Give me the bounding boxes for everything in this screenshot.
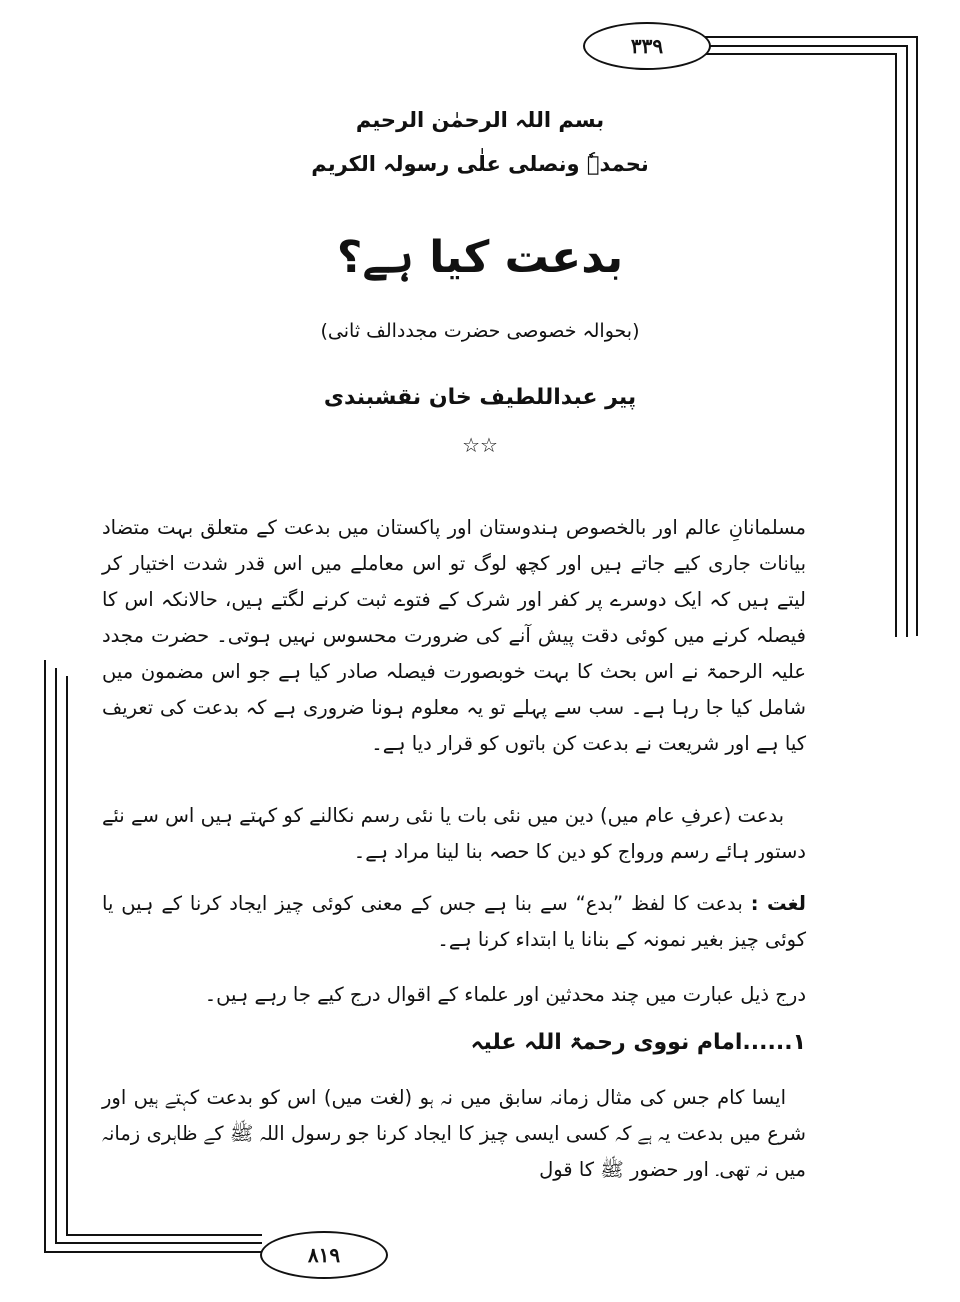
author-name: پیر عبداللطیف خان نقشبندی xyxy=(323,385,637,410)
paragraph-quotes-intro: درج ذیل عبارت میں چند محدثین اور علماء کے اقوال درج کیے جا رہے ہیں۔ xyxy=(204,983,806,1006)
hamd-line: نحمدہٗ ونصلی علٰی رسولہ الکریم xyxy=(311,152,649,176)
paragraph-definition: بدعت (عرفِ عام میں) دین میں نئی بات یا نئی رسم نکالنے کو کہتے ہیں اس سے نئے دستور ہائے رسم ورواج کو دین کا حصہ بنا لینا مراد ہے۔ xyxy=(102,804,806,863)
lughat-text: بدعت کا لفظ ”بدع“ سے بنا ہے جس کے معنی کوئی چیز ایجاد کرنا کے ہیں یا کوئی چیز بغیر نمونہ کے بنانا یا ابتداء کرنا ہے۔ xyxy=(102,892,806,951)
paragraph-imam-nawawi: ایسا کام جس کی مثال زمانہ سابق میں نہ ہو (لغت میں) اس کو بدعت کہتے ہیں اور شرع میں بدعت یہ ہے کہ کسی ایسی چیز کا ایجاد کرنا جو رسول اللہ ﷺ کے ظاہری زمانہ میں نہ تھی۔ اور حضور ﷺ کا قول xyxy=(102,1086,806,1181)
subtitle: (بحوالہ خصوصی حضرت مجددالف ثانی) xyxy=(320,320,640,342)
paragraph-lughat xyxy=(102,886,806,958)
paragraph-intro: مسلمانانِ عالم اور بالخصوص ہندوستان اور پاکستان میں بدعت کے متعلق بہت متضاد بیانات جاری کیے جاتے ہیں اور کچھ لوگ تو اس معاملے میں اس قدر شدت اختیار کر لیتے ہیں کہ ایک دوسرے پر کفر اور شرک کے فتوے ثبت کرنے لگتے ہیں، حالانکہ اس کا فیصلہ کرنے میں کوئی دقت پیش آنے کی ضرورت محسوس نہیں ہوتی۔ حضرت مجدد علیہ الرحمۃ نے اس بحث کا بہت خوبصورت فیصلہ صادر کیا ہے جو اس مضمون میں شامل کیا جا رہا ہے۔ سب سے پہلے تو یہ معلوم ہونا ضروری ہے کہ بدعت کی تعریف کیا ہے اور شریعت نے بدعت کن باتوں کو قرار دیا ہے۔ xyxy=(102,516,806,755)
page-number-top: ۳۳۹ xyxy=(583,22,711,70)
page-title: بدعت کیا ہے؟ xyxy=(336,232,624,283)
section-heading-imam-nawawi: ۱......امام نووی رحمۃ اللہ علیہ xyxy=(470,1030,806,1055)
bismillah: بسم اللہ الرحمٰن الرحیم xyxy=(355,108,605,132)
star-divider: ☆☆ xyxy=(462,433,498,457)
lughat-label: لغت : xyxy=(750,892,806,915)
page-number-bottom: ۸۱۹ xyxy=(260,1231,388,1279)
